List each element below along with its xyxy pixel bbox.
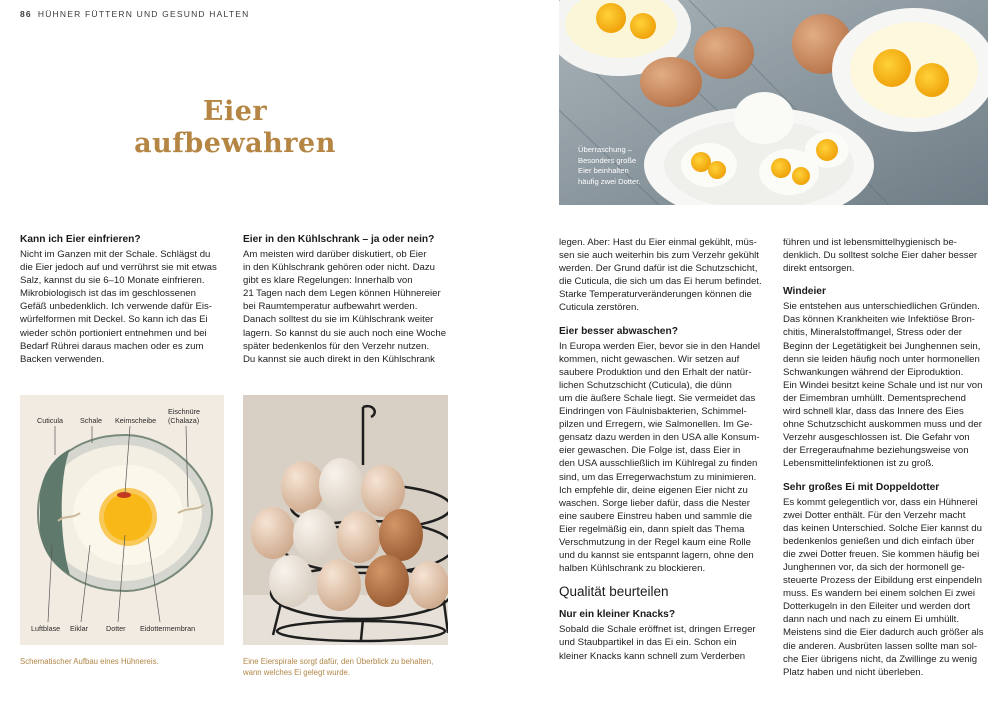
text-line: Lebensmittelinfektionen ist zu groß. (783, 458, 934, 470)
heading-double-yolk: Sehr großes Ei mit Doppeldotter (783, 481, 940, 493)
text-line: um die äußere Schale liegt. Sie vermeidet das (559, 392, 756, 404)
photo-caption (578, 145, 640, 187)
text-line: Dotterkugeln in den Eileiter und werden dort (783, 601, 971, 613)
text-line: in den Kühlschrank gehören oder nicht. Dazu (243, 262, 435, 274)
label-eischnuere: Eischnüre (168, 407, 200, 416)
label-dotter: Dotter (106, 624, 126, 633)
paragraph-washing (559, 340, 769, 576)
text-line: kleiner Knacks kann schnell zum Verderben (559, 650, 746, 662)
running-header (20, 9, 249, 19)
paragraph-cooling-continued (559, 236, 769, 315)
text-line: Platz haben und nicht überleben. (783, 666, 924, 678)
photo-caption-line: Eier beinhalten (578, 166, 629, 175)
egg-structure-diagram (20, 395, 224, 645)
text-line: Das können Krankheiten wie Infektiöse Bron- (783, 314, 975, 326)
photo-caption-line: Besonders große (578, 155, 637, 165)
text-line: Verzehr ausgeschlossen ist. Die Gefahr von (783, 432, 970, 444)
text-line: Bedarf Rührei daraus machen oder es zum (20, 340, 204, 352)
text-line: Eier regelmäßig ein, dann spielt das Thema (559, 523, 745, 535)
text-line: saubere Produktion und den Erhalt der natür- (559, 366, 752, 378)
text-line: der Erregeraufnahme beziehungsweise von (783, 445, 969, 457)
text-line: das keinen Unterschied. Solche Eier kannst du (783, 522, 982, 534)
text-line: die anderen. Ausbrüten lassen sollte man sol- (783, 640, 978, 652)
diagram-leader-lines (20, 395, 224, 645)
text-line: Meistens sind die Eier dadurch auch größer als (783, 627, 984, 639)
double-yolk-photo (559, 0, 988, 205)
text-line: kommen, nicht gewaschen. Wir setzen auf (559, 353, 740, 365)
title-line-2: aufbewahren (134, 128, 336, 159)
paragraph-fridge (243, 248, 453, 366)
text-line: lichen Schutzschicht (Cuticula), die dünn (559, 379, 732, 391)
text-line: 21 Tagen nach dem Legen können Hühnereier (243, 288, 441, 300)
column-1 (20, 233, 225, 366)
page-number: 86 (20, 9, 32, 19)
text-line: bedenkenlos genießen und dich einfach über (783, 535, 975, 547)
paragraph-crack (559, 623, 769, 662)
section-heading-quality: Qualität beurteilen (559, 584, 669, 600)
label-cuticula: Cuticula (37, 416, 63, 425)
text-line: und Staubpartikel in das Ei ein. Schon ein (559, 637, 737, 649)
paragraph-crack-continued (783, 236, 993, 275)
heading-crack: Nur ein kleiner Knacks? (559, 609, 676, 621)
paragraph-windeier (783, 300, 993, 470)
label-schale: Schale (80, 416, 102, 425)
spiral-caption-line: wann welches Ei gelegt wurde. (243, 667, 351, 677)
text-line: Danach solltest du sie im Kühlschrank weiter (243, 314, 434, 326)
text-line: werden. Der Grund dafür ist die Schutzschicht, (559, 263, 758, 275)
label-eiklar: Eiklar (70, 624, 88, 633)
text-line: Cuticula zerstören. (559, 302, 639, 314)
spiral-caption (243, 657, 433, 678)
text-line: und du kannst sie entspannt lagern, ohne den (559, 550, 754, 562)
egg-spiral-illustration (243, 395, 448, 645)
egg-spiral-photo (243, 395, 448, 645)
text-line: Sobald die Schale eröffnet ist, dringen Erreger (559, 624, 756, 636)
photo-caption-line: Überraschung – (578, 145, 633, 154)
paragraph-double-yolk (783, 496, 993, 679)
text-line: Ein Windei besitzt keine Schale und ist nur von (783, 379, 983, 391)
text-line: chitis, Mineralstoffmangel, Stress oder der (783, 327, 962, 339)
text-line: zwei Dotter enthält. Für den Verzehr macht (783, 509, 966, 521)
text-line: Sie entstehen aus unterschiedlichen Gründen. (783, 301, 980, 313)
text-line: der Eimembran umhüllt. Dementsprechend (783, 392, 966, 404)
text-line: muss. Es wandern bei einem solchen Ei zwei (783, 588, 975, 600)
label-luftblase: Luftblase (31, 624, 61, 633)
text-line: Verschmutzung in der Regel kaum eine Rolle (559, 536, 751, 548)
text-line: legen. Aber: Hast du Eier einmal gekühlt, müs- (559, 237, 757, 248)
text-line: Es kommt gelegentlich vor, dass ein Hühnerei (783, 496, 978, 508)
column-2 (243, 233, 453, 366)
text-line: denklich. Du solltest solche Eier daher besser (783, 250, 978, 262)
title-line-1: Eier (202, 96, 268, 127)
text-line: Eindringen von Fäulnisbakterien, Schimmel- (559, 406, 747, 418)
text-line: Nicht im Ganzen mit der Schale. Schlägst du (20, 249, 211, 260)
text-line: die Eier jedoch auf und verrührst sie mit etwas (20, 262, 217, 274)
text-line: sen sie auch weiterhin bis zum Verzehr gekühlt (559, 250, 759, 262)
paragraph-freezing (20, 248, 225, 366)
spiral-caption-line: Eine Eierspirale sorgt dafür, den Überblick zu behalten, (243, 657, 434, 666)
label-keimscheibe: Keimscheibe (115, 416, 157, 425)
text-line: die zwei Dotter freuen. Sie kommen häufig bei (783, 548, 980, 560)
text-line: wird schnell klar, dass das Innere des Eies (783, 406, 964, 418)
text-line: bei Raumtemperatur aufbewahrt werden. (243, 301, 418, 313)
page-title (130, 96, 340, 160)
text-line: halben Kühlschrank zu blockieren. (559, 563, 706, 575)
photo-caption-line: häufig zwei Dotter. (578, 176, 641, 186)
text-line: Am meisten wird darüber diskutiert, ob Eier (243, 249, 427, 260)
text-line: In Europa werden Eier, bevor sie in den Handel (559, 340, 761, 352)
text-line: Mikrobiologisch ist das im geschlossenen (20, 288, 196, 300)
text-line: Gefäß unbedenklich. Ich verwende dafür Eis- (20, 301, 212, 313)
text-line: direkt entsorgen. (783, 263, 855, 275)
diagram-caption: Schematischer Aufbau eines Hühnereis. (20, 657, 159, 666)
text-line: ohne Schutzschicht auskommen muss und der (783, 419, 982, 431)
label-eidottermembran: Eidottermembran (140, 624, 196, 633)
text-line: waschen. Sorge lieber dafür, dass die Nester (559, 497, 750, 509)
heading-washing: Eier besser abwaschen? (559, 325, 678, 337)
text-line: Backen verwenden. (20, 353, 105, 365)
text-line: gensatz dazu werden in den USA alle Konsum- (559, 432, 760, 444)
text-line: sind, um das Erregerwachstum zu minimieren. (559, 471, 757, 483)
heading-freezing: Kann ich Eier einfrieren? (20, 234, 141, 245)
text-line: steuerte Prozess der Eibildung erst einpendeln (783, 575, 982, 587)
text-line: eine saubere Einstreu haben und sammle die (559, 510, 753, 522)
text-line: pilzen und Erregern, wie Salmonellen. Im Ge- (559, 419, 753, 431)
text-line: Starke Temperaturveränderungen können die (559, 289, 752, 301)
heading-windeier: Windeier (783, 286, 826, 298)
column-4 (783, 236, 993, 689)
text-line: eier gewaschen. Die Folge ist, dass Eier in (559, 445, 741, 457)
text-line: würfelformen mit Deckel. So kann ich das Ei (20, 314, 208, 326)
text-line: Schwankungen während der Eiproduktion. (783, 366, 964, 378)
text-line: Ich empfehle dir, deine eigenen Eier nicht zu (559, 484, 748, 496)
column-3 (559, 236, 769, 673)
text-line: den USA ausschließlich im Kühlregal zu finden (559, 458, 758, 470)
text-line: gibt es klare Regelungen: Innerhalb von (243, 275, 413, 287)
text-line: che Eier übrigens nicht, da Zwillinge zu wenig (783, 653, 978, 665)
section-title: HÜHNER FÜTTERN UND GESUND HALTEN (37, 9, 250, 19)
text-line: Beginn der Legetätigkeit bei Junghennen sein, (783, 340, 981, 352)
text-line: denn sie leiden häufig noch unter hormonellen (783, 353, 980, 365)
heading-fridge: Eier in den Kühlschrank – ja oder nein? (243, 234, 435, 245)
text-line: die Cuticula, die sich um das Ei herum befindet. (559, 276, 762, 288)
text-line: lagern. So kannst du sie auch noch eine Woche (243, 327, 447, 339)
text-line: Salz, kannst du sie 6–10 Monate einfrieren. (20, 275, 205, 287)
text-line: dann nach und nach zu einem Ei umhüllt. (783, 614, 959, 626)
text-line: Junghennen vor, da sich der hormonell ge- (783, 561, 965, 573)
text-line: wieder schön portioniert entnehmen und bei (20, 327, 207, 339)
label-chalaza: (Chalaza) (168, 416, 200, 425)
text-line: führen und ist lebensmittelhygienisch be- (783, 237, 957, 248)
text-line: Du kannst sie auch direkt in den Kühlschrank (243, 353, 435, 365)
text-line: später bedenkenlos für den Verzehr nutzen. (243, 340, 430, 352)
